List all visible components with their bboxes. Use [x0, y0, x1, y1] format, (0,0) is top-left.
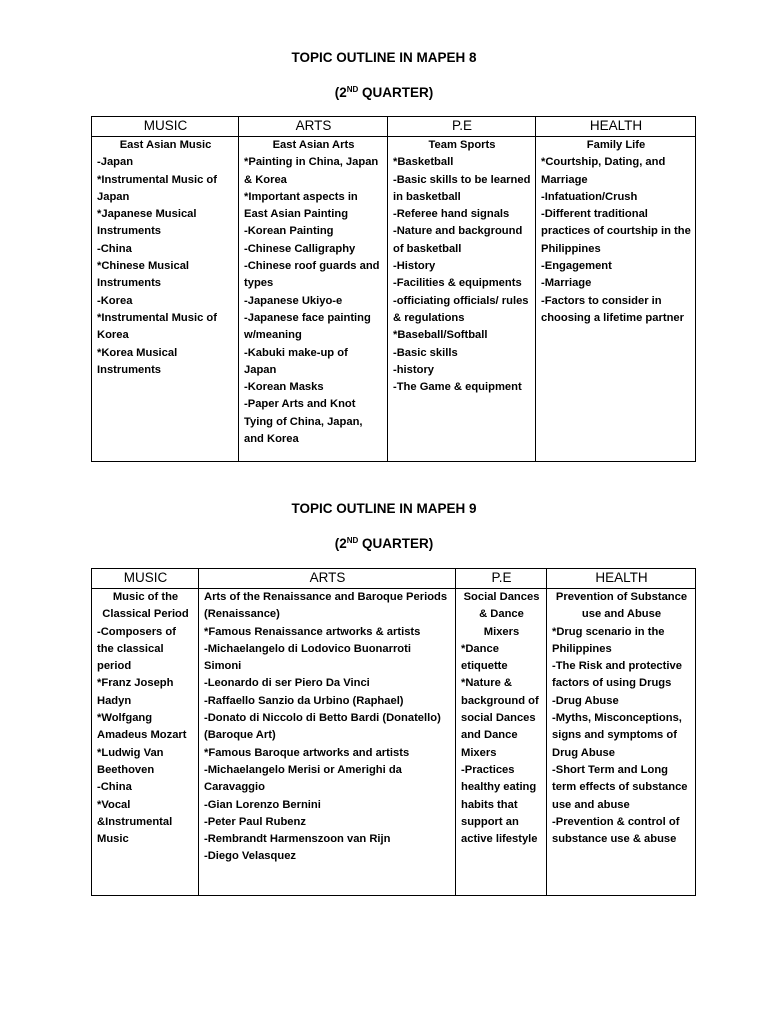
topic-item: -Peter Paul Rubenz [204, 815, 306, 828]
arts-topics-cell [199, 589, 456, 896]
header-music: MUSIC [92, 117, 239, 137]
topic-item: *Basketball [393, 156, 454, 169]
topic-item: -Composers of the classical period [97, 625, 176, 673]
topic-item: *Franz Joseph Hadyn [97, 677, 174, 707]
topic-item: *Courtship, Dating, and Marriage [541, 156, 666, 186]
health-topics-cell [536, 137, 696, 462]
table-body-row [92, 137, 696, 462]
topic-item: -Kabuki make-up of Japan [244, 346, 348, 376]
column-heading: East Asian Music [119, 139, 212, 151]
arts-topics-cell [239, 137, 388, 462]
music-topics-cell [92, 589, 199, 896]
topic-item: -Gian Lorenzo Bernini [204, 798, 321, 811]
health-topics-cell [547, 589, 696, 896]
topic-item: -Engagement [541, 260, 612, 273]
topic-item: -Prevention & control of substance use & abuse [552, 815, 680, 846]
topic-item: -history [393, 363, 435, 376]
topic-item: *Japanese Musical Instruments [97, 208, 197, 238]
music-topics-cell [92, 137, 239, 462]
table-body-row [92, 589, 696, 896]
topic-item: -Paper Arts and Knot Tying of China, Japan, and Korea [244, 398, 363, 446]
topic-item: -China [97, 242, 132, 255]
topic-item: *Instrumental Music of Japan [97, 173, 217, 203]
topic-item: -China [97, 781, 132, 794]
section2-title: TOPIC OUTLINE IN MAPEH 9 [291, 501, 477, 516]
topic-item: -Japanese face painting w/meaning [244, 311, 371, 342]
column-heading: Social Dances & Dance Mixers [463, 591, 540, 638]
topic-item: *Ludwig Van Beethoven [97, 746, 164, 776]
topic-item: *Drug scenario in the Philippines [552, 625, 665, 655]
section2-quarter: (2ND QUARTER) [334, 536, 434, 551]
column-heading: East Asian Arts [272, 139, 355, 151]
column-heading: Arts of the Renaissance and Baroque Periods [204, 591, 448, 603]
topic-item: -Nature and background of basketball [393, 225, 523, 255]
topic-item: (Renaissance) [204, 608, 280, 621]
topic-item: -Japan [97, 156, 134, 169]
header-arts: ARTS [239, 117, 388, 137]
topic-item: -Myths, Misconceptions, signs and symptoms of Drug Abuse [552, 712, 682, 759]
topic-item: -Short Term and Long term effects of substance use and abuse [552, 763, 688, 811]
header-pe: P.E [388, 117, 536, 137]
topic-item: -Marriage [541, 277, 592, 290]
header-health: HEALTH [536, 117, 696, 137]
topic-item: *Important aspects in East Asian Painting [244, 190, 358, 221]
column-heading: Family Life [586, 139, 646, 151]
topic-item: -The Game & equipment [393, 381, 522, 394]
topic-item: (Baroque Art) [204, 729, 276, 742]
topic-item: -Korea [97, 294, 133, 307]
topic-item: *Wolfgang Amadeus Mozart [97, 712, 187, 742]
pe-topics-cell [388, 137, 536, 462]
topic-item: -Rembrandt Harmenszoon van Rijn [204, 833, 391, 846]
table-header-row [92, 569, 696, 589]
mapeh8-outline-table [91, 116, 696, 462]
topic-item: -Factors to consider in choosing a lifetime partner [541, 294, 684, 324]
header-pe: P.E [456, 569, 547, 589]
column-heading: Music of the Classical Period [102, 591, 189, 621]
topic-item: -Practices healthy eating habits that support an active lifestyle [461, 763, 538, 846]
topic-item: -Korean Masks [244, 381, 324, 394]
column-heading: Prevention of Substance use and Abuse [555, 591, 688, 621]
topic-item: -Different traditional practices of courtship in the Philippines [541, 208, 691, 255]
column-heading: Team Sports [428, 139, 496, 151]
topic-item: -Infatuation/Crush [541, 190, 638, 203]
topic-item: -Korean Painting [244, 225, 334, 238]
topic-item: *Nature & background of social Dances and Dance Mixers [461, 677, 539, 759]
topic-item: *Korea Musical Instruments [97, 346, 178, 376]
pe-topics-cell [456, 589, 547, 896]
topic-item: -Referee hand signals [393, 208, 510, 221]
header-arts: ARTS [199, 569, 456, 589]
topic-item: *Dance etiquette [461, 642, 508, 673]
topic-item: *Vocal &Instrumental Music [97, 798, 173, 846]
header-music: MUSIC [92, 569, 199, 589]
topic-item: *Painting in China, Japan & Korea [244, 156, 379, 186]
mapeh9-outline-table [91, 568, 696, 896]
topic-item: -Basic skills to be learned in basketball [393, 173, 531, 203]
topic-item: -Chinese Calligraphy [244, 242, 356, 255]
topic-item: -Japanese Ukiyo-e [244, 294, 343, 307]
topic-item: -Donato di Niccolo di Betto Bardi (Donatello) [204, 712, 441, 725]
topic-item: -Michaelangelo di Lodovico Buonarroti Simoni [204, 642, 411, 673]
topic-item: *Baseball/Softball [393, 329, 488, 342]
topic-item: -officiating officials/ rules & regulations [393, 294, 529, 324]
topic-item: -Drug Abuse [552, 694, 619, 707]
topic-item: -History [393, 260, 436, 273]
table-header-row [92, 117, 696, 137]
header-health: HEALTH [547, 569, 696, 589]
section1-title: TOPIC OUTLINE IN MAPEH 8 [291, 50, 477, 65]
topic-item: *Chinese Musical Instruments [97, 260, 190, 290]
topic-item: *Famous Baroque artworks and artists [204, 746, 410, 759]
topic-item: *Famous Renaissance artworks & artists [204, 625, 421, 638]
topic-item: -Raffaello Sanzio da Urbino (Raphael) [204, 694, 404, 707]
topic-item: *Instrumental Music of Korea [97, 311, 217, 342]
topic-item: -Michaelangelo Merisi or Amerighi da Caravaggio [204, 763, 402, 794]
topic-item: -Facilities & equipments [393, 277, 522, 290]
topic-item: -Chinese roof guards and types [244, 260, 380, 290]
topic-item: -Basic skills [393, 346, 458, 359]
topic-item: -Diego Velasquez [204, 850, 297, 863]
section1-quarter: (2ND QUARTER) [334, 85, 434, 100]
topic-item: -Leonardo di ser Piero Da Vinci [204, 677, 370, 690]
topic-item: -The Risk and protective factors of using Drugs [552, 660, 682, 690]
